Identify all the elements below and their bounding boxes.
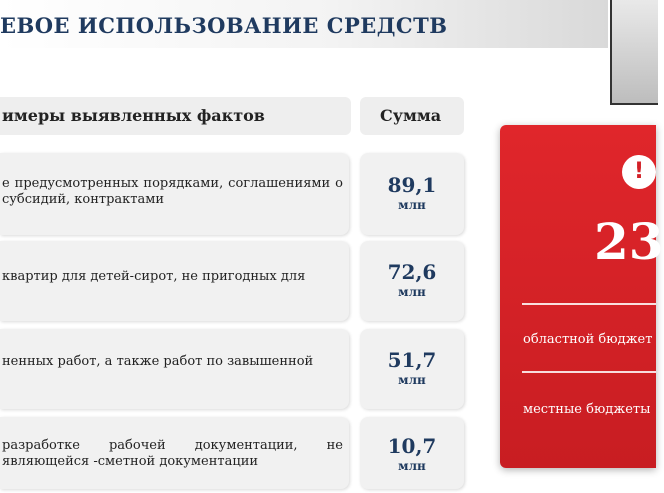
table-row — [0, 417, 349, 489]
row-amount: 72,6 — [387, 260, 437, 284]
row-amount: 51,7 — [387, 348, 437, 372]
header-sum-label: Сумма — [380, 106, 442, 125]
row-unit: млн — [398, 373, 426, 387]
row-text: ненных работ, а также работ по завышенной — [2, 354, 314, 369]
table-header-facts — [0, 97, 351, 135]
row-unit: млн — [398, 285, 426, 299]
row-amount-cell — [360, 417, 464, 489]
card-divider — [522, 303, 656, 305]
row-text: разработке рабочей документации, не являющейся -сметной документации — [2, 438, 343, 469]
table-row — [0, 329, 349, 409]
table-row — [0, 241, 349, 321]
row-text: квартир для детей-сирот, не пригодных для — [2, 269, 306, 284]
row-amount: 10,7 — [387, 434, 437, 458]
slide-title: ЕВОЕ ИСПОЛЬЗОВАНИЕ СРЕДСТВ — [0, 13, 448, 38]
total-amount: 23 — [594, 212, 664, 271]
local-budgets-label: местные бюджеты — [523, 402, 651, 417]
slide-title-bar — [0, 0, 608, 48]
header-facts-label: имеры выявленных фактов — [2, 106, 265, 125]
row-amount-cell — [360, 153, 464, 235]
row-unit: млн — [398, 459, 426, 473]
summary-card — [500, 125, 664, 468]
alert-icon: ! — [622, 155, 656, 189]
card-divider — [522, 371, 656, 373]
table-header-sum — [360, 97, 464, 135]
row-amount: 89,1 — [387, 173, 437, 197]
table-row — [0, 153, 349, 235]
video-thumbnail[interactable] — [610, 0, 658, 105]
row-unit: млн — [398, 198, 426, 212]
regional-budget-label: областной бюджет — [523, 332, 653, 347]
row-amount-cell — [360, 241, 464, 321]
row-amount-cell — [360, 329, 464, 409]
row-text: е предусмотренных порядками, соглашениями о субсидий, контрактами — [2, 176, 343, 207]
